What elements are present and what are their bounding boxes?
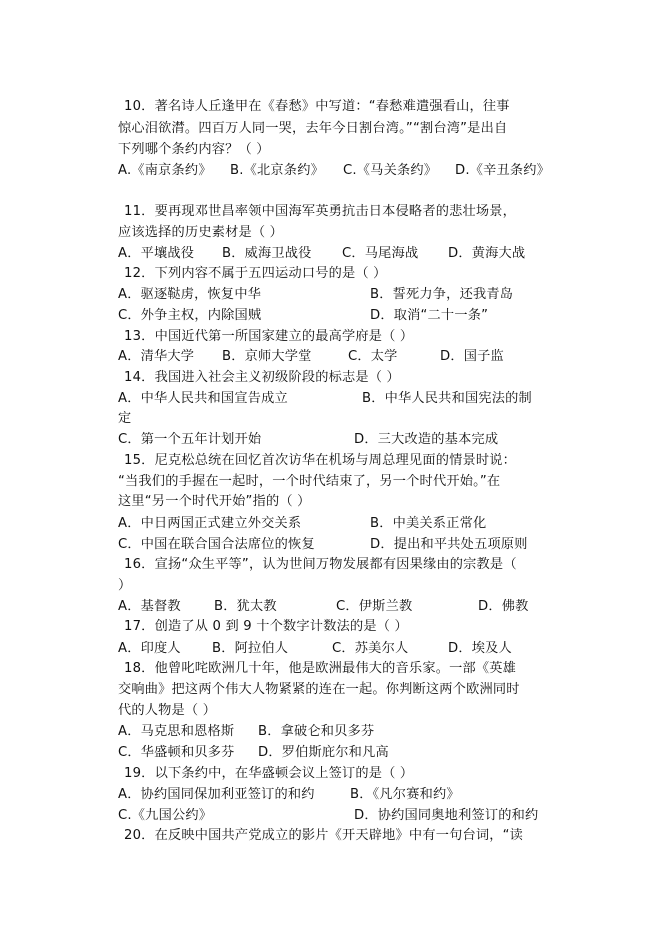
q18-option-d: D．罗伯斯庇尔和凡高	[258, 745, 389, 760]
q15-option-c: C．中国在联合国合法席位的恢复	[118, 537, 315, 552]
q19-option-d: D．协约国同奥地利签订的和约	[354, 808, 539, 823]
q14-option-b: B．中华人民共和国宪法的制	[362, 391, 532, 406]
q11-option-d: D．黄海大战	[448, 246, 526, 261]
q18-option-a: A．马克思和恩格斯	[118, 724, 235, 739]
q10-option-b: B.《北京条约》	[230, 163, 324, 178]
q15-option-b: B．中美关系正常化	[370, 516, 487, 531]
q10-stem-line-2: 惊心泪欲潸。四百万人同一哭，去年今日割台湾。”“割台湾”是出自	[118, 121, 508, 136]
q17-option-c: C．苏美尔人	[332, 641, 409, 656]
q10-option-a: A.《南京条约》	[118, 163, 212, 178]
q10-stem-line-1: 10．著名诗人丘逢甲在《春愁》中写道：“春愁难遣强看山，往事	[124, 99, 510, 114]
q15-stem-line-1: 15．尼克松总统在回忆首次访华在机场与周总理见面的情景时说：	[124, 453, 517, 468]
q18-stem-line-2: 交响曲》把这两个伟大人物紧紧的连在一起。你判断这两个欧洲同时	[118, 682, 520, 697]
q15-stem-line-3: 这里“另一个时代开始”指的（ ）	[118, 494, 311, 509]
q17-option-a: A．印度人	[118, 641, 181, 656]
q16-option-a: A．基督教	[118, 599, 181, 614]
q12-stem: 12．下列内容不属于五四运动口号的是（ ）	[124, 266, 387, 281]
q10-option-d: D.《辛丑条约》	[455, 163, 551, 178]
q11-stem-line-2: 应该选择的历史素材是（ ）	[118, 225, 284, 240]
q17-option-b: B．阿拉伯人	[212, 641, 289, 656]
q17-option-d: D．埃及人	[448, 641, 512, 656]
q15-option-a: A．中日两国正式建立外交关系	[118, 516, 302, 531]
q19-option-a: A．协约国同保加利亚签订的和约	[118, 787, 315, 802]
q14-option-d: D．三大改造的基本完成	[354, 432, 499, 447]
q13-option-c: C．太学	[348, 349, 398, 364]
q14-option-b-wrap: 定	[118, 411, 132, 426]
q12-option-b: B．誓死力争，还我青岛	[370, 287, 514, 302]
q19-option-c: C.《九国公约》	[118, 808, 213, 823]
q11-option-c: C．马尾海战	[342, 246, 419, 261]
q17-stem: 17．创造了从 0 到 9 十个数字计数法的是（ ）	[124, 619, 408, 634]
q16-option-c: C．伊斯兰教	[336, 599, 413, 614]
q18-option-b: B．拿破仑和贝多芬	[258, 724, 375, 739]
q13-option-b: B．京师大学堂	[222, 349, 312, 364]
q11-option-a: A．平壤战役	[118, 246, 195, 261]
q16-stem-line-1: 16．宣扬“众生平等”，认为世间万物发展都有因果缘由的宗教是（	[124, 557, 517, 572]
q13-option-d: D．国子监	[440, 349, 504, 364]
q18-option-c: C．华盛顿和贝多芬	[118, 745, 235, 760]
q14-option-c: C．第一个五年计划开始	[118, 432, 262, 447]
q15-stem-line-2: “当我们的手握在一起时，一个时代结束了，另一个时代开始。”在	[118, 474, 501, 489]
q15-option-d: D．提出和平共处五项原则	[370, 537, 528, 552]
q19-stem: 19．以下条约中，在华盛顿会议上签订的是（ ）	[124, 766, 414, 781]
q18-stem-line-1: 18．他曾叱咤欧洲几十年，他是欧洲最伟大的音乐家。一部《英雄	[124, 661, 517, 676]
q14-option-a: A．中华人民共和国宣告成立	[118, 391, 288, 406]
q16-stem-line-2: ）	[118, 578, 132, 593]
q18-stem-line-3: 代的人物是（ ）	[118, 703, 217, 718]
q11-option-b: B．威海卫战役	[222, 246, 312, 261]
q13-stem: 13．中国近代第一所国家建立的最高学府是（ ）	[124, 329, 414, 344]
q11-stem-line-1: 11．要再现邓世昌率领中国海军英勇抗击日本侵略者的悲壮场景，	[124, 204, 517, 219]
q12-option-a: A．驱逐鞑虏，恢复中华	[118, 287, 262, 302]
q13-option-a: A．清华大学	[118, 349, 195, 364]
q14-stem: 14．我国进入社会主义初级阶段的标志是（ ）	[124, 370, 400, 385]
q10-option-c: C.《马关条约》	[343, 163, 438, 178]
q12-option-d: D．取消“二十一条”	[370, 308, 489, 323]
q12-option-c: C．外争主权，内除国贼	[118, 308, 262, 323]
q10-stem-line-3: 下列哪个条约内容？（ ）	[118, 142, 270, 157]
q16-option-d: D．佛教	[478, 599, 529, 614]
q20-stem-line-1: 20．在反映中国共产党成立的影片《开天辟地》中有一句台词，“读	[124, 828, 524, 843]
q19-option-b: B．《凡尔赛和约》	[350, 787, 460, 802]
q16-option-b: B．犹太教	[214, 599, 277, 614]
